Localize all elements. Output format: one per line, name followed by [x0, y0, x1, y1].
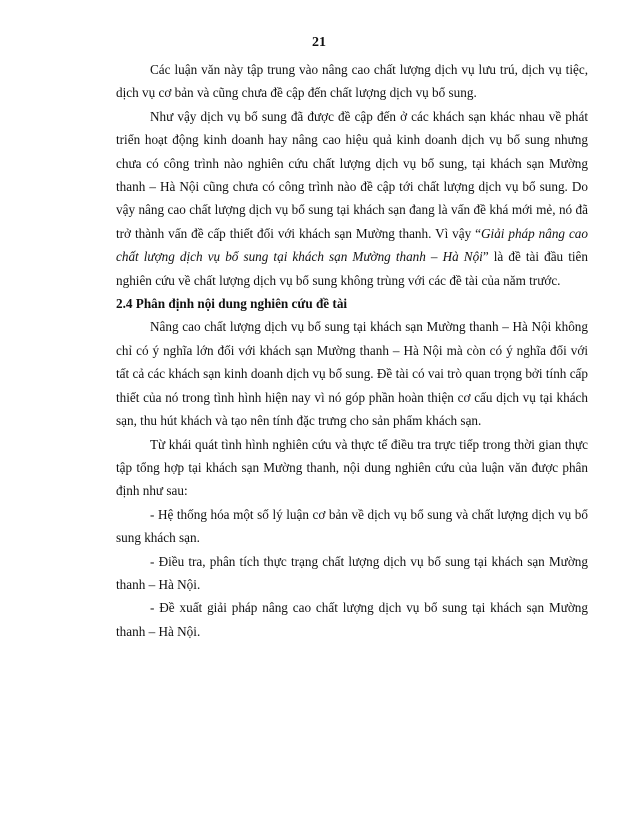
paragraph-2-text-b: ” là đề tài đầu tiên nghiên cứu về chất lượng dịch vụ bổ sung không trùng với các đề tài của năm trước.	[116, 249, 588, 288]
paragraph-4: Từ khái quát tình hình nghiên cứu và thực tế điều tra trực tiếp trong thời gian thực tập tổng hợp tại khách sạn Mường thanh, nội dung nghiên cứu của luận văn được phân định như sau:	[116, 436, 588, 499]
thesis-title-italic: Giải pháp nâng cao chất lượng dịch vụ bổ sung tại khách sạn Mường thanh – Hà Nội	[116, 225, 588, 265]
list-item-2: - Điều tra, phân tích thực trạng chất lượng dịch vụ bổ sung tại khách sạn Mường thanh – Hà Nội.	[116, 553, 588, 592]
section-heading: 2.4 Phân định nội dung nghiên cứu đề tài	[116, 296, 348, 312]
paragraph-3: Nâng cao chất lượng dịch vụ bổ sung tại khách sạn Mường thanh – Hà Nội không chỉ có ý nghĩa lớn đối với khách sạn Mường thanh – Hà Nội mà còn có ý nghĩa đối với tất cả các khách sạn kinh doanh dịch vụ bổ sung. Đề tài có vai trò quan trọng bởi tính cấp thiết của nó trong tình hình hiện nay vì nó góp phần hoàn thiện cơ cấu dịch vụ tại khách sạn, thu hút khách và tạo nên tính đặc trưng cho sản phẩm khách sạn.	[116, 319, 588, 429]
list-item-1: - Hệ thống hóa một số lý luận cơ bản về dịch vụ bổ sung và chất lượng dịch vụ bổ sung khách sạn.	[116, 506, 588, 546]
list-item-3: - Đề xuất giải pháp nâng cao chất lượng dịch vụ bổ sung tại khách sạn Mường thanh – Hà Nội.	[116, 600, 588, 639]
paragraph-2	[116, 105, 588, 292]
page-content	[116, 58, 588, 643]
paragraph-1: Các luận văn này tập trung vào nâng cao chất lượng dịch vụ lưu trú, dịch vụ tiệc, dịch vụ cơ bản và cũng chưa đề cập đến chất lượng dịch vụ bổ sung.	[116, 62, 588, 101]
paragraph-2-text-a: Như vậy dịch vụ bổ sung đã được đề cập đến ở các khách sạn khác nhau về phát triển hoạt động kinh doanh hay nâng cao hiệu quả kinh doanh dịch vụ bổ sung nhưng chưa có công trình nào nghiên cứu chất lượng dịch vụ bổ sung, tại khách sạn Mường thanh – Hà Nội cũng chưa có công trình nào đề cập tới chất lượng dịch vụ bổ sung. Do vậy nâng cao chất lượng dịch vụ bổ sung tại khách sạn đang là vấn đề khá mới mẻ, nó đã trở thành vấn đề cấp thiết đối với khách sạn Mường thanh. Vì vậy “	[116, 108, 588, 241]
page-number: 21	[312, 35, 326, 50]
